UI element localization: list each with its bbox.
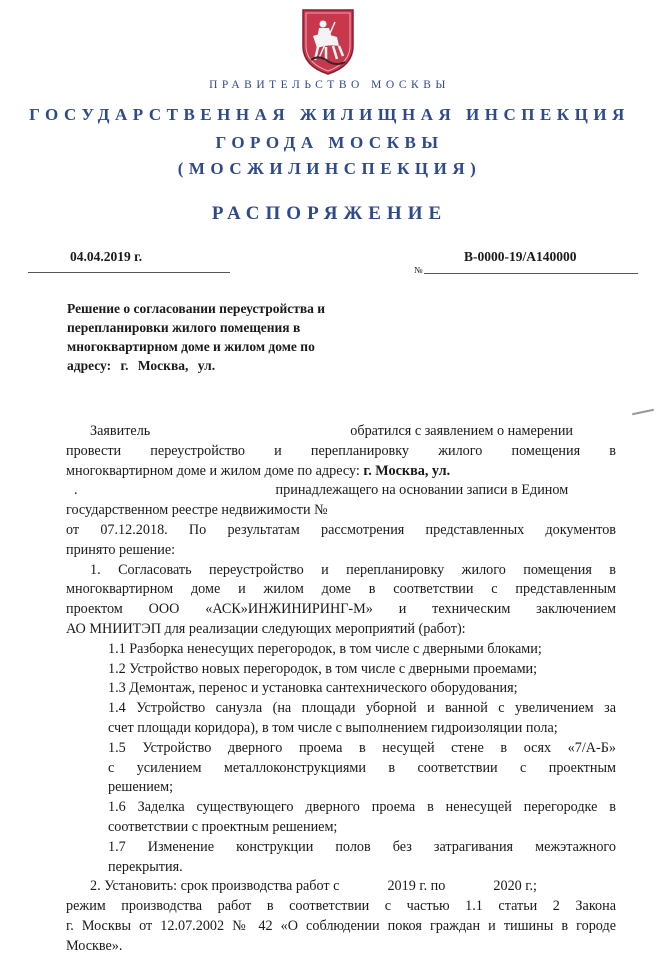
- list-item: соответствии с проектным решением;: [108, 818, 338, 835]
- body-line: режим производства работ в соответствии с частью 1.1 статьи 2 Закона: [66, 898, 616, 915]
- list-item: 1.6 Заделка существующего дверного проема в ненесущей перегородке в: [108, 799, 616, 816]
- body-line: принято решение:: [66, 541, 176, 558]
- list-item: 1.2 Устройство новых перегородок, в том числе с дверными проемами;: [108, 660, 538, 677]
- moscow-coat-of-arms-emblem: [299, 6, 357, 76]
- body-line: Заявитель обратился с заявлением о намерении: [90, 423, 573, 439]
- subject-line: Решение о согласовании переустройства и: [67, 301, 326, 316]
- subject-line: перепланировки жилого помещения в: [67, 320, 301, 335]
- subject-line: многоквартирном доме и жилом доме по: [67, 339, 315, 354]
- body-line: Москве».: [66, 937, 123, 954]
- body-line: г. Москвы от 12.07.2002 № 42 «О соблюдении покоя граждан и тишины в городе: [66, 917, 616, 934]
- list-item: счет площади коридора), в том числе с выполнением гидроизоляции пола;: [108, 719, 558, 736]
- list-item: 1.4 Устройство санузла (на площади уборной и ванной с увеличением за: [108, 700, 616, 717]
- document-type-title: РАСПОРЯЖЕНИЕ: [211, 203, 448, 224]
- government-name: ПРАВИТЕЛЬСТВО МОСКВЫ: [209, 79, 450, 91]
- org-name-line-1: ГОСУДАРСТВЕННАЯ ЖИЛИЩНАЯ ИНСПЕКЦИЯ: [29, 105, 630, 124]
- number-underline: [424, 273, 638, 274]
- date-underline: [28, 272, 230, 273]
- decision-subject: [67, 299, 387, 375]
- list-item: 1.1 Разборка ненесущих перегородок, в том числе с дверными блоками;: [108, 640, 542, 657]
- body-line: многоквартирном доме и жилом доме в соответствии с представленным: [66, 581, 616, 598]
- list-item: 1.3 Демонтаж, перенос и установка сантехнического оборудования;: [108, 680, 518, 697]
- body-line: 2. Установить: срок производства работ с 2019 г. по 2020 г.;: [90, 878, 538, 895]
- body-line: провести переустройство и перепланировку жилого помещения в: [66, 442, 616, 459]
- body-line: . принадлежащего на основании записи в Едином: [74, 482, 569, 499]
- body-line: от 07.12.2018. По результатам рассмотрения представленных документов: [66, 521, 616, 538]
- list-item: 1.7 Изменение конструкции полов без затрагивания межэтажного: [108, 838, 616, 855]
- number-sign: №: [414, 265, 423, 275]
- body-line: АО МНИИТЭП для реализации следующих мероприятий (работ):: [66, 620, 466, 637]
- list-item: решением;: [108, 779, 174, 796]
- body-line: многоквартирном доме и жилом доме по адресу: г. Москва, ул.: [66, 462, 451, 479]
- scan-mark: [632, 409, 654, 416]
- subject-line: адресу: г. Москва, ул.: [67, 358, 216, 373]
- body-line: проектом ООО «АСК»ИНЖИНИРИНГ-М» и техническим заключением: [66, 601, 616, 618]
- body-line: 1. Согласовать переустройство и перепланировку жилого помещения в: [90, 561, 616, 578]
- document-body: [66, 422, 616, 957]
- document-date: 04.04.2019 г.: [70, 249, 143, 264]
- org-name-line-2: ГОРОДА МОСКВЫ: [215, 133, 444, 152]
- list-item: с усилением металлоконструкциями в соответствии с проектным: [108, 759, 616, 776]
- body-line: государственном реестре недвижимости №: [66, 502, 328, 519]
- list-item: 1.5 Устройство дверного проема в несущей стене в осях «7/А-Б»: [108, 739, 616, 756]
- list-item: перекрытия.: [108, 858, 183, 875]
- document-number: В-0000-19/А140000: [464, 249, 577, 264]
- org-name-line-3: (МОСЖИЛИНСПЕКЦИЯ): [177, 159, 482, 178]
